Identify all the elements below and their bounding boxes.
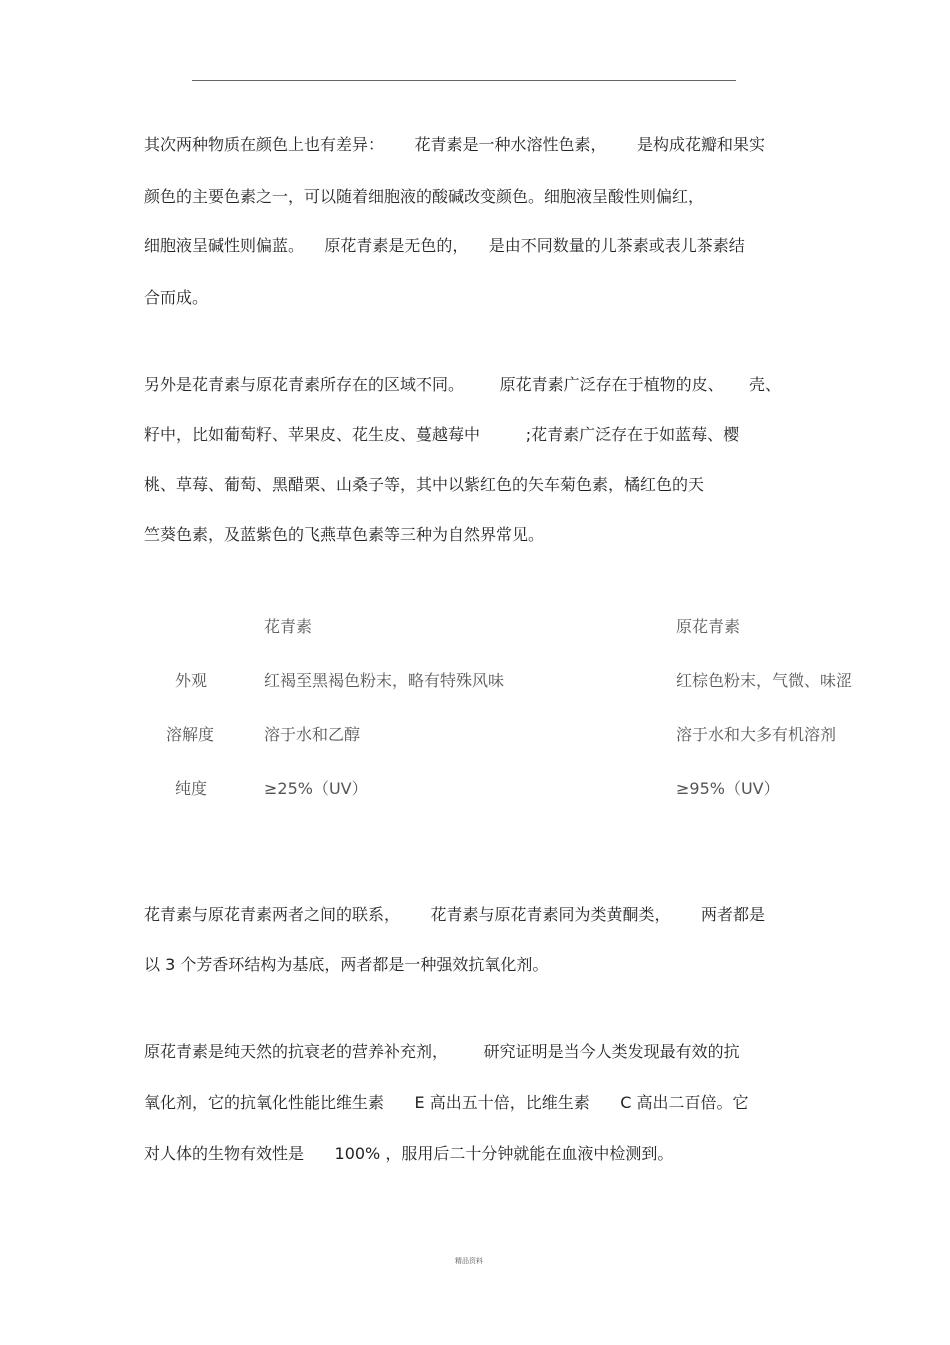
- text-line: 籽中，比如葡萄籽、苹果皮、花生皮、蔓越莓中 ;花青素广泛存在于如蓝莓、樱: [144, 425, 740, 444]
- text-line: 对人体的生物有效性是 100% ，服用后二十分钟就能在血液中检测到。: [144, 1144, 674, 1163]
- text-line: 桃、草莓、葡萄、黑醋栗、山桑子等，其中以紫红色的矢车菊色素，橘红色的天: [144, 475, 705, 494]
- page-footer: 精品资料: [455, 1257, 483, 1265]
- text-line: 花青素与原花青素两者之间的联系， 花青素与原花青素同为类黄酮类， 两者都是: [144, 905, 766, 924]
- text-line: 以 3 个芳香环结构为基底，两者都是一种强效抗氧化剂。: [144, 955, 549, 974]
- text-line: 原花青素是纯天然的抗衰老的营养补充剂， 研究证明是当今人类发现最有效的抗: [144, 1042, 740, 1061]
- text-line: 合而成。: [144, 288, 209, 307]
- text-line: 其次两种物质在颜色上也有差异： 花青素是一种水溶性色素， 是构成花瓣和果实: [144, 135, 766, 154]
- table-cell: 红棕色粉末，气微、味涩: [676, 671, 853, 690]
- table-header-proanthocyanidin: 原花青素: [676, 617, 741, 636]
- table-row-label: 溶解度: [166, 725, 215, 744]
- table-cell: 红褐至黑褐色粉末，略有特殊风味: [264, 671, 505, 690]
- text-line: 氧化剂，它的抗氧化性能比维生素 E 高出五十倍，比维生素 C 高出二百倍。它: [144, 1093, 749, 1112]
- table-row-label: 外观: [175, 671, 208, 690]
- table-cell: 溶于水和大多有机溶剂: [676, 725, 837, 744]
- header-rule: [192, 80, 736, 81]
- table-row-label: 纯度: [175, 779, 208, 798]
- table-header-anthocyanin: 花青素: [264, 617, 313, 636]
- table-cell: 溶于水和乙醇: [264, 725, 361, 744]
- text-line: 细胞液呈碱性则偏蓝。 原花青素是无色的， 是由不同数量的儿茶素或表儿茶素结: [144, 236, 745, 255]
- text-line: 竺葵色素，及蓝紫色的飞燕草色素等三种为自然界常见。: [144, 525, 545, 544]
- table-cell: ≥95%（UV）: [676, 779, 780, 798]
- text-line: 颜色的主要色素之一，可以随着细胞液的酸碱改变颜色。细胞液呈酸性则偏红，: [144, 187, 705, 206]
- text-line: 另外是花青素与原花青素所存在的区域不同。 原花青素广泛存在于植物的皮、 壳、: [144, 375, 782, 394]
- table-cell: ≥25%（UV）: [264, 779, 368, 798]
